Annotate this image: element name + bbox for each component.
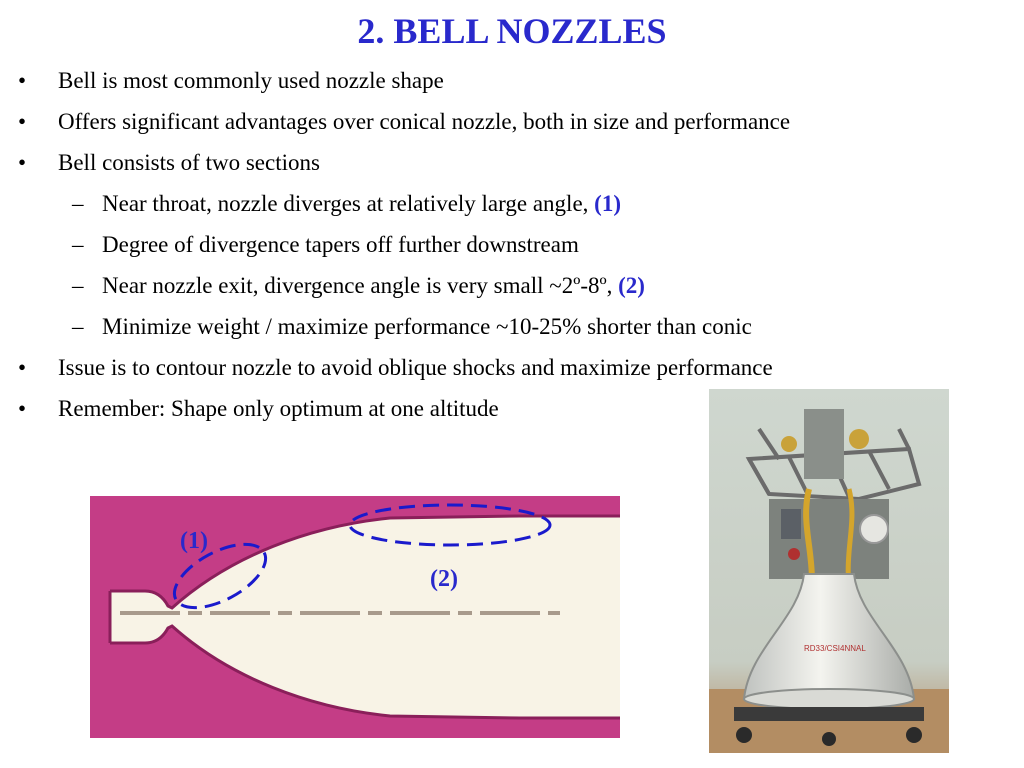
bell-nozzle-diagram bbox=[90, 496, 620, 738]
bullet-text: Remember: Shape only optimum at one altitude bbox=[58, 396, 499, 421]
cart-wheel bbox=[736, 727, 752, 743]
rocket-engine-photo bbox=[709, 389, 949, 753]
cart-wheel bbox=[906, 727, 922, 743]
bullet-marker: • bbox=[18, 109, 27, 134]
sub-bullet-text: Minimize weight / maximize performance ~10-25% shorter than conic bbox=[102, 314, 752, 339]
bullet-text: Bell is most commonly used nozzle shape bbox=[58, 68, 444, 93]
bullet-item bbox=[18, 101, 1008, 142]
bullet-list bbox=[18, 60, 1008, 429]
callout-label-2: (2) bbox=[430, 566, 458, 592]
sub-bullet-item bbox=[18, 306, 1008, 347]
engine-cart bbox=[734, 707, 924, 721]
sub-bullet-text: Near throat, nozzle diverges at relatively large angle, bbox=[102, 191, 595, 216]
sub-bullet-marker: – bbox=[72, 273, 84, 298]
bullet-marker: • bbox=[18, 355, 27, 380]
sub-bullet-item bbox=[18, 224, 1008, 265]
sub-bullet-marker: – bbox=[72, 314, 84, 339]
sub-bullet-text: Near nozzle exit, divergence angle is very small ~2º-8º, bbox=[102, 273, 619, 298]
bullet-item bbox=[18, 142, 1008, 183]
bullet-marker: • bbox=[18, 150, 27, 175]
engine-bell-rim bbox=[744, 689, 914, 709]
callout-label-1: (1) bbox=[180, 528, 208, 554]
reference-label-2: (2) bbox=[618, 273, 645, 298]
bullet-item bbox=[18, 60, 1008, 101]
bullet-marker: • bbox=[18, 68, 27, 93]
sub-bullet-marker: – bbox=[72, 191, 84, 216]
cart-wheel bbox=[822, 732, 836, 746]
bullet-text: Offers significant advantages over conical nozzle, both in size and performance bbox=[58, 109, 791, 134]
engine-markings: RD33/CSI4NNAL bbox=[804, 644, 866, 653]
sub-bullet-item bbox=[18, 183, 1008, 224]
sub-bullet-item bbox=[18, 265, 1008, 306]
slide-title: 2. BELL NOZZLES bbox=[357, 11, 667, 51]
bullet-text: Bell consists of two sections bbox=[58, 150, 320, 175]
sub-bullet-marker: – bbox=[72, 232, 84, 257]
bullet-marker: • bbox=[18, 396, 27, 421]
sub-bullet-text: Degree of divergence tapers off further downstream bbox=[102, 232, 579, 257]
bullet-text: Issue is to contour nozzle to avoid oblique shocks and maximize performance bbox=[58, 355, 773, 380]
reference-label-1: (1) bbox=[594, 191, 621, 216]
bullet-item bbox=[18, 347, 1008, 388]
